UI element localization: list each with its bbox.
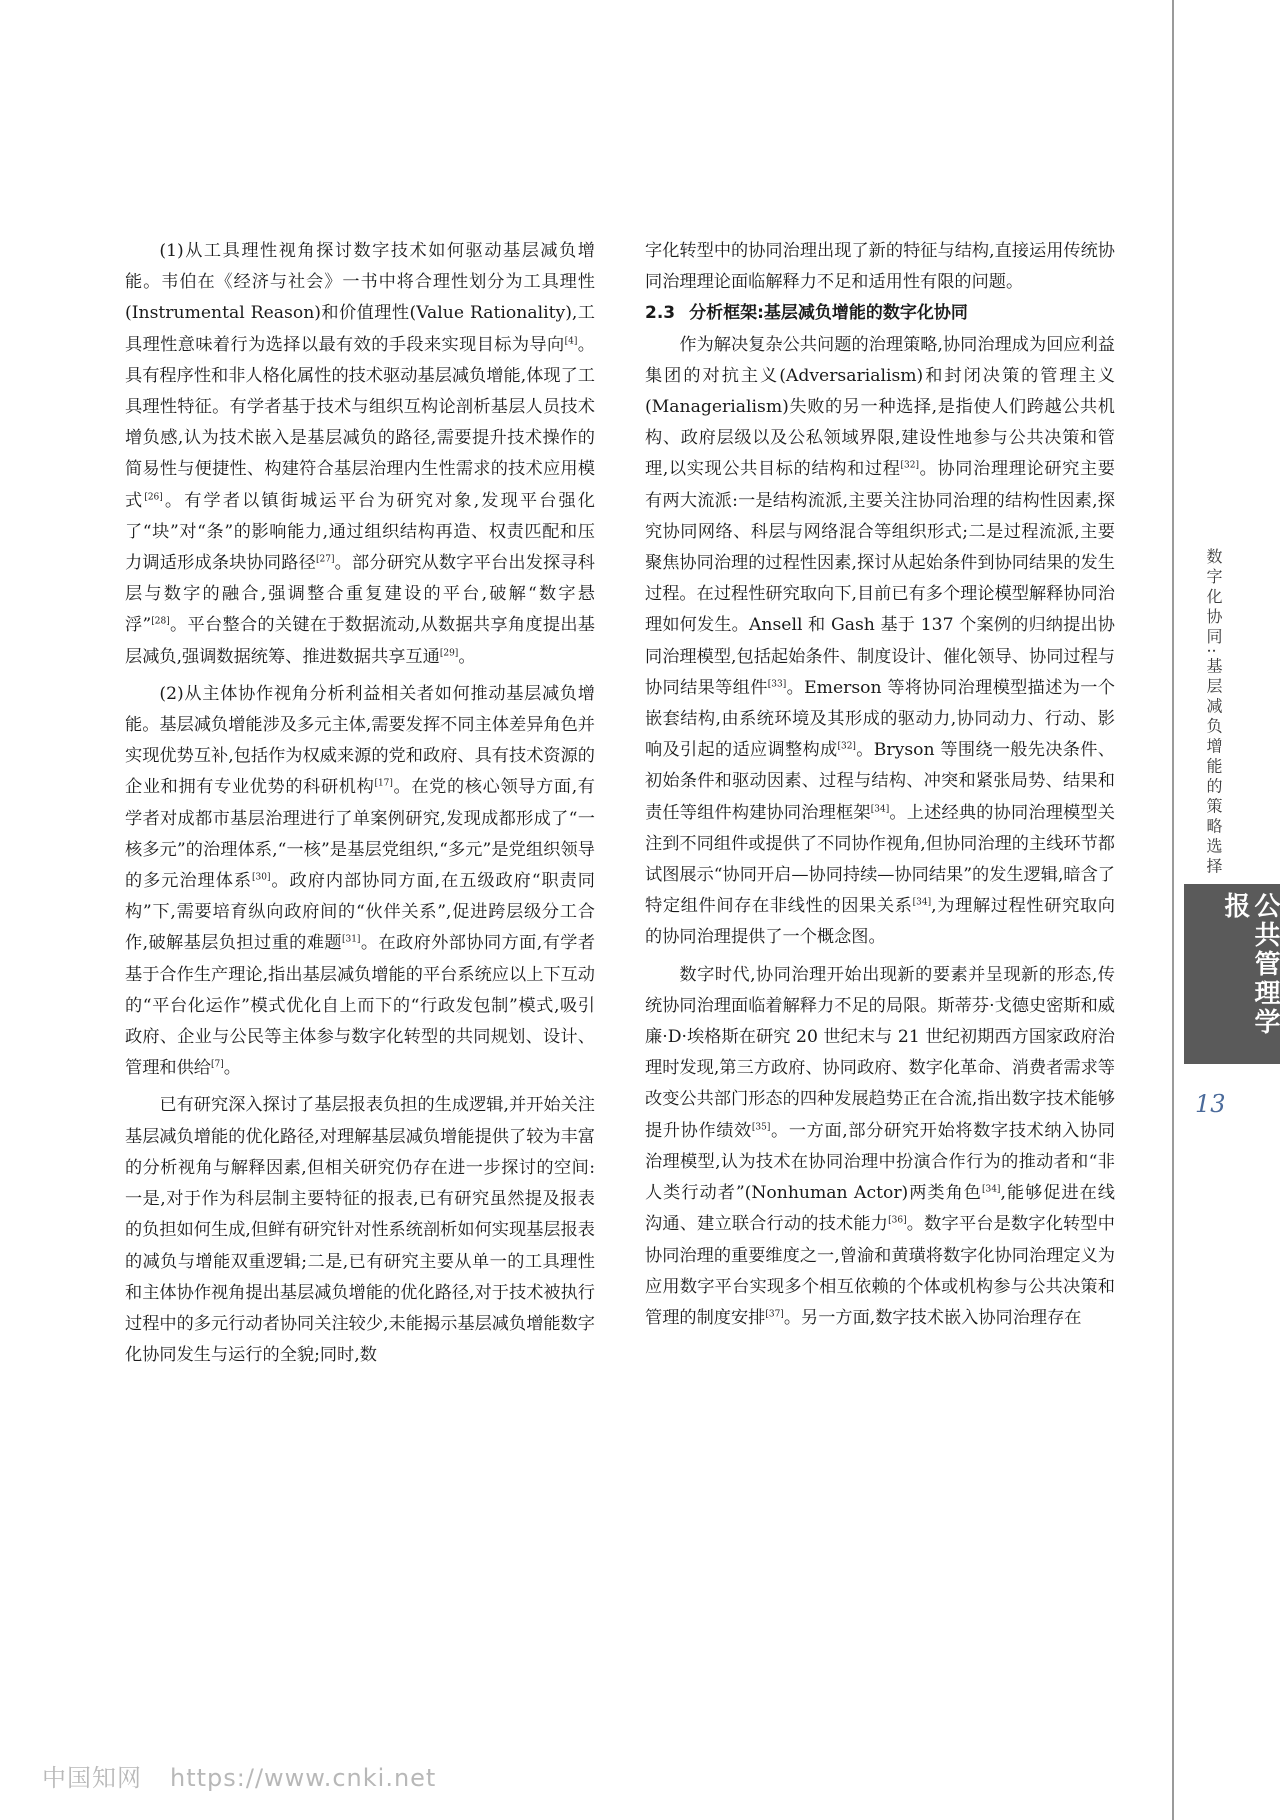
page-number: 13	[1195, 1090, 1226, 1118]
paragraph-subject-collaboration: (2)从主体协作视角分析利益相关者如何推动基层减负增能。基层减负增能涉及多元主体,需要发挥不同主体差异角色并实现优势互补,包括作为权威来源的党和政府、具有技术资源的企业和拥有专业优势的科研机构[17]。在党的核心领导方面,有学者对成都市基层治理进行了单案例研究,发现成都形成了“一核多元”的治理体系,“一核”是基层党组织,“多元”是党组织领导的多元治理体系[30]。政府内部协同方面,在五级政府“职责同构”下,需要培育纵向政府间的“伙伴关系”,促进跨层级分工合作,破解基层负担过重的难题[31]。在政府外部协同方面,有学者基于合作生产理论,指出基层减负增能的平台系统应以上下互动的“平台化运作”模式优化自上而下的“行政发包制”模式,吸引政府、企业与公民等主体参与数字化转型的共同规划、设计、管理和供给[7]。	[125, 683, 596, 1079]
section-title: 分析框架:基层减负增能的数字化协同	[689, 303, 968, 324]
paragraph-collaborative-governance: 作为解决复杂公共问题的治理策略,协同治理成为回应利益集团的对抗主义(Adversarialism)和封闭决策的管理主义(Managerialism)失败的另一种选择,是指使人们跨越公共机构、政府层级以及公私领域界限,建设性地参与公共决策和管理,以实现公共目标的结构和过程[32]。协同治理理论研究主要有两大流派:一是结构流派,主要关注协同治理的结构性因素,探究协同网络、科层与网络混合等组织形式;二是过程流派,主要聚焦协同治理的过程性因素,探讨从起始条件到协同结果的发生过程。在过程性研究取向下,目前已有多个理论模型解释协同治理如何发生。Ansell 和 Gash 基于 137 个案例的归纳提出协同治理模型,包括起始条件、制度设计、催化领导、协同过程与协同结果等组件[33]。Emerson 等将协同治理模型描述为一个嵌套结构,由系统环境及其形成的驱动力,协同动力、行动、影响及引起的适应调整构成[32]。Bryson 等围绕一般先决条件、初始条件和驱动因素、过程与结构、冲突和紧张局势、结果和责任等组件构建协同治理框架[34]。上述经典的协同治理模型关注到不同组件或提供了不同协作视角,但协同治理的主线环节都试图展示“协同开启—协同持续—协同结果”的发生逻辑,暗含了特定组件间存在非线性的因果关系[34],为理解过程性研究取向的协同治理提供了一个概念图。	[645, 334, 1115, 948]
watermark-site-name: 中国知网	[42, 1764, 142, 1792]
watermark-url: https://www.cnki.net	[170, 1764, 437, 1792]
section-heading	[645, 298, 1115, 329]
paragraph-continued: 字化转型中的协同治理出现了新的特征与结构,直接运用传统协同治理理论面临解释力不足和适用性有限的问题。	[645, 241, 1115, 293]
paragraph-tool-rationality: (1)从工具理性视角探讨数字技术如何驱动基层减负增能。韦伯在《经济与社会》一书中将合理性划分为工具理性(Instrumental Reason)和价值理性(Value Rationality),工具理性意味着行为选择以最有效的手段来实现目标为导向[4]。具有程序性和非人格化属性的技术驱动基层减负增能,体现了工具理性特征。有学者基于技术与组织互构论剖析基层人员技术增负感,认为技术嵌入是基层减负的路径,需要提升技术操作的简易性与便捷性、构建符合基层治理内生性需求的技术应用模式[26]。有学者以镇街城运平台为研究对象,发现平台强化了“块”对“条”的影响能力,通过组织结构再造、权责匹配和压力调适形成条块协同路径[27]。部分研究从数字平台出发探寻科层与数字的融合,强调整合重复建设的平台,破解“数字悬浮”[28]。平台整合的关键在于数据流动,从数据共享角度提出基层减负,强调数据统筹、推进数据共享互通[29]。	[125, 241, 595, 667]
journal-name: 公共管理学报	[1220, 892, 1280, 1037]
paragraph-digital-era: 数字时代,协同治理开始出现新的要素并呈现新的形态,传统协同治理面临着解释力不足的局限。斯蒂芬·戈德史密斯和威廉·D·埃格斯在研究 20 世纪末与 21 世纪初期西方国家政府治理时发现,第三方政府、协同政府、数字化革命、消费者需求等改变公共部门形态的四种发展趋势正在合流,指出数字技术能够提升协作绩效[35]。一方面,部分研究开始将数字技术纳入协同治理模型,认为技术在协同治理中扮演合作行为的推动者和“非人类行动者”(Nonhuman Actor)两类角色[34],能够促进在线沟通、建立联合行动的技术能力[36]。数字平台是数字化转型中协同治理的重要维度之一,曾渝和黄璜将数字化协同治理定义为应用数字平台实现多个相互依赖的个体或机构参与公共决策和管理的制度安排[37]。另一方面,数字技术嵌入协同治理存在	[645, 964, 1115, 1328]
margin-rule	[1172, 0, 1174, 1820]
left-column	[125, 236, 595, 1371]
journal-name-box	[1184, 884, 1280, 1064]
running-title: 数字化协同:基层减负增能的策略选择	[1204, 548, 1223, 878]
paragraph-research-gap: 已有研究深入探讨了基层报表负担的生成逻辑,并开始关注基层减负增能的优化路径,对理解基层减负增能提供了较为丰富的分析视角与解释因素,但相关研究仍存在进一步探讨的空间:一是,对于作为科层制主要特征的报表,已有研究虽然提及报表的负担如何生成,但鲜有研究针对性系统剖析如何实现基层报表的减负与增能双重逻辑;二是,已有研究主要从单一的工具理性和主体协作视角提出基层减负增能的优化路径,对于技术被执行过程中的多元行动者协同关注较少,未能揭示基层减负增能数字化协同发生与运行的全貌;同时,数	[125, 1095, 595, 1366]
right-column	[645, 236, 1115, 1334]
cnki-watermark	[42, 1758, 436, 1793]
section-number: 2.3	[645, 303, 676, 324]
